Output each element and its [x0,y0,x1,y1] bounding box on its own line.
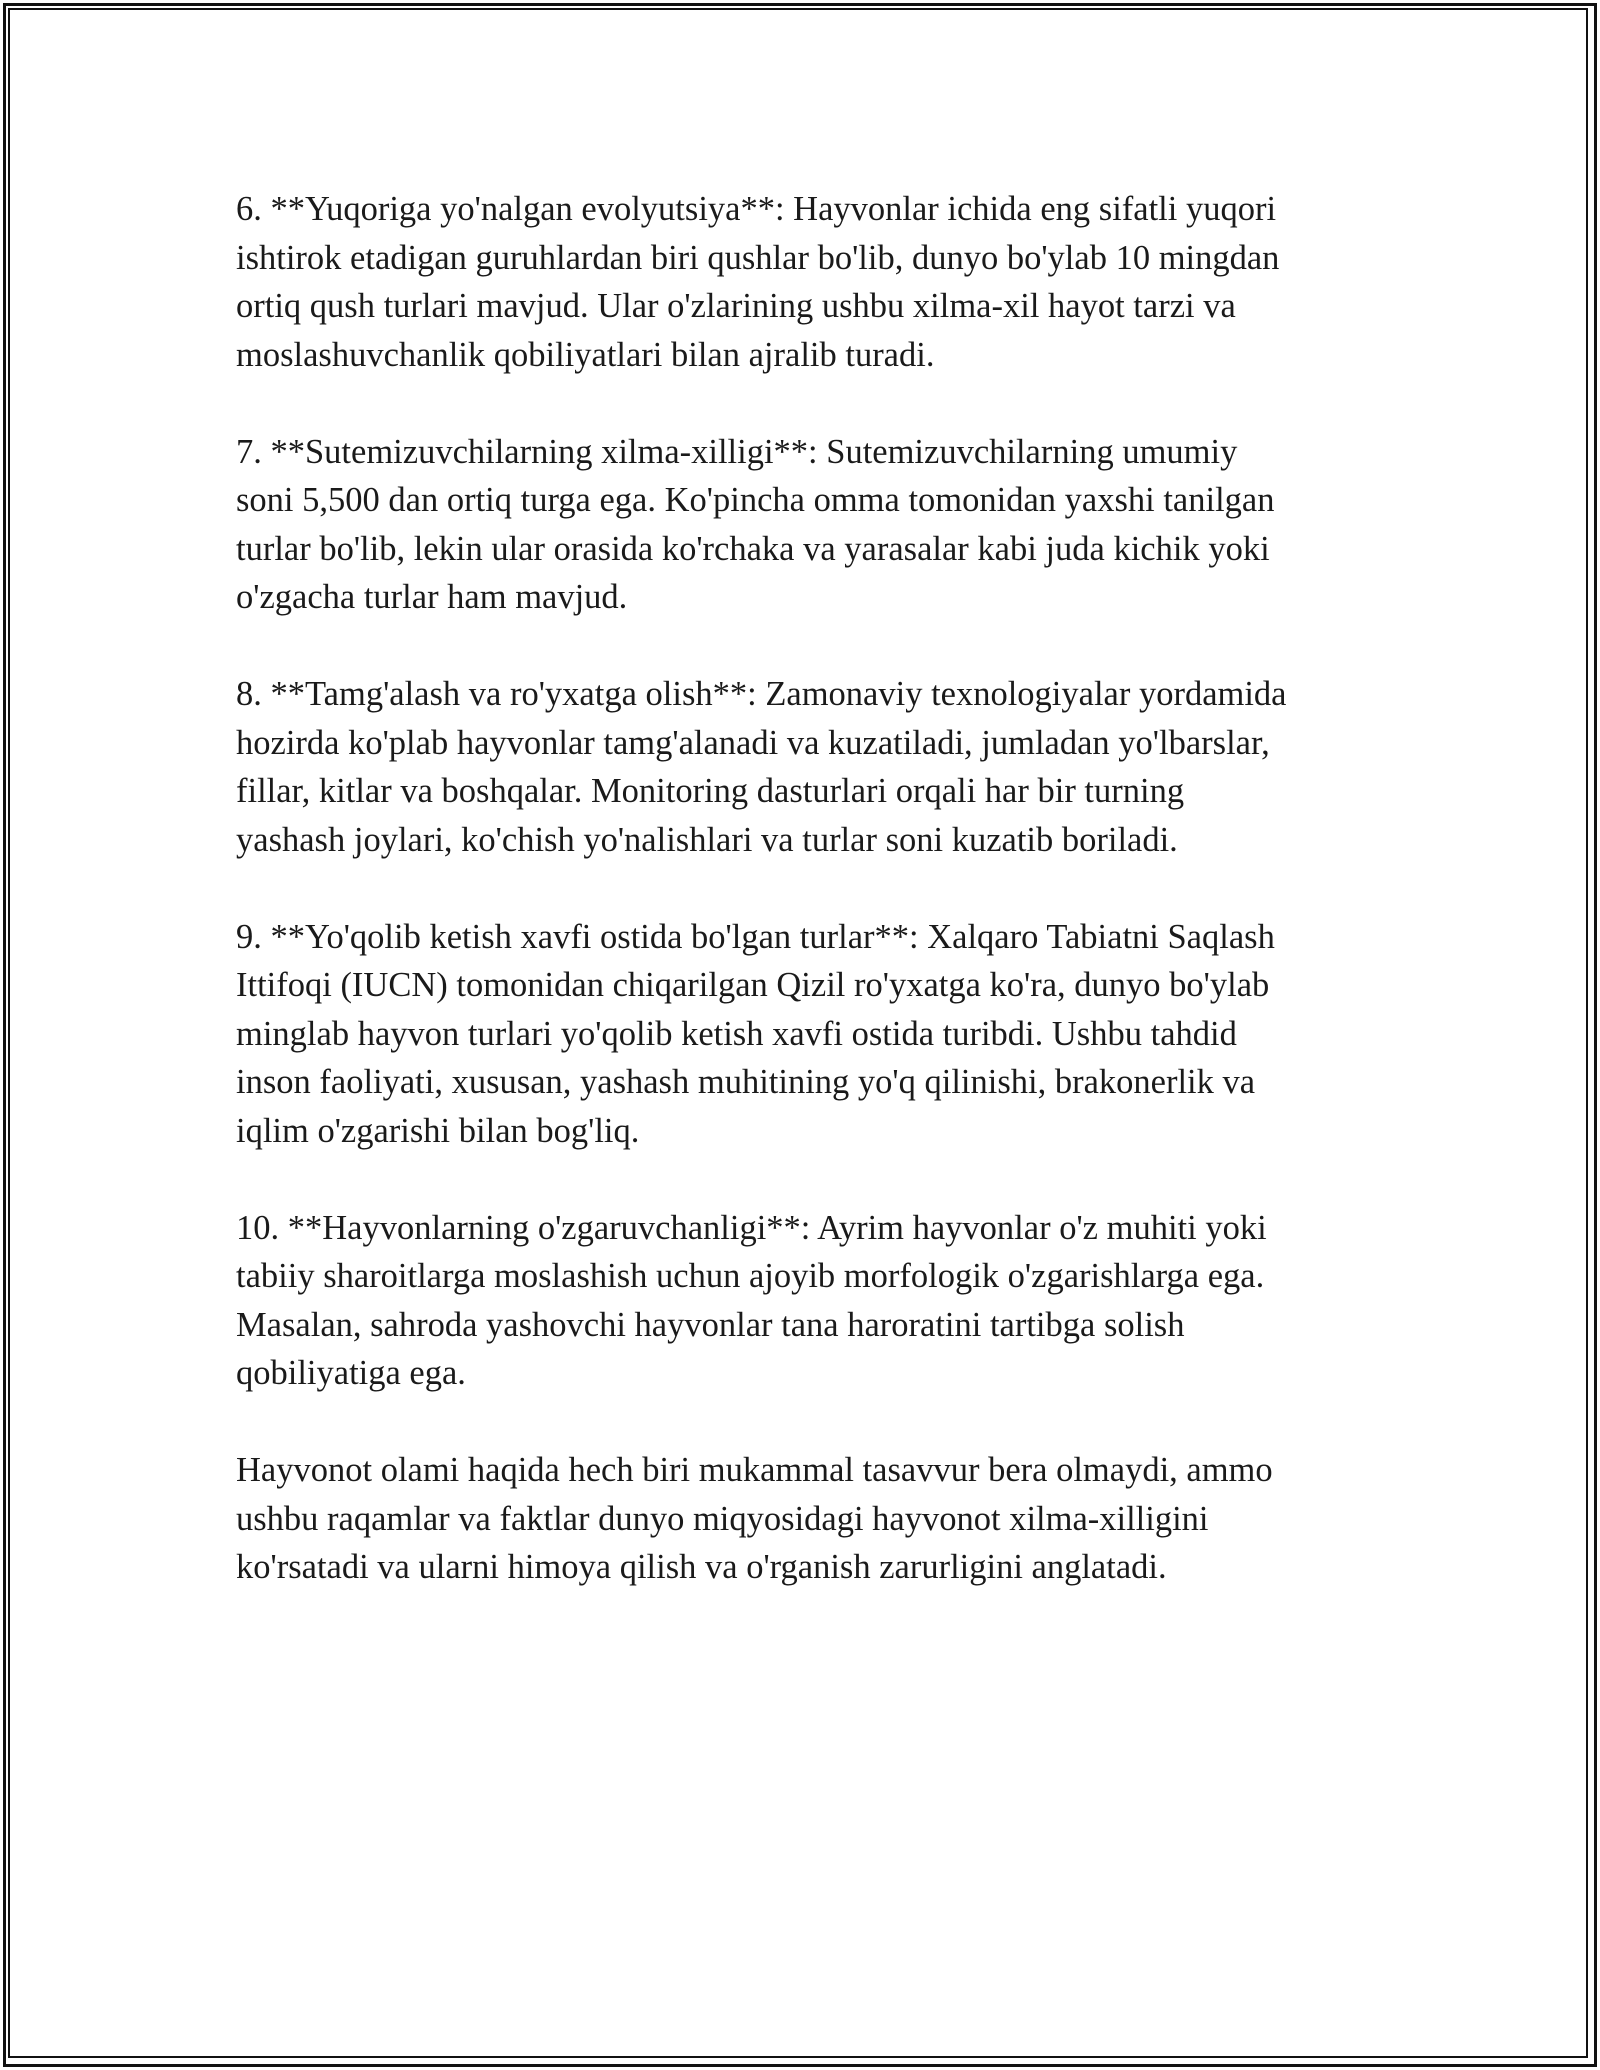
text-line: inson faoliyati, xususan, yashash muhitining yo'q qilinishi, brakonerlik va [236,1063,1256,1101]
text-line: o'zgacha turlar ham mavjud. [236,578,628,616]
text-line: 10. **Hayvonlarning o'zgaruvchanligi**: Ayrim hayvonlar o'z muhiti yoki [236,1208,1267,1247]
text-line: 7. **Sutemizuvchilarning xilma-xilligi**: Sutemizuvchilarning umumiy [236,432,1238,471]
text-line: Ittifoqi (IUCN) tomonidan chiqarilgan Qizil ro'yxatga ko'ra, dunyo bo'ylab [236,966,1270,1004]
text-line: ishtirok etadigan guruhlardan biri qushlar bo'lib, dunyo bo'ylab 10 mingdan [236,238,1280,277]
text-line: hozirda ko'plab hayvonlar tamg'alanadi va kuzatiladi, jumladan yo'lbarslar, [236,723,1270,762]
text-line: turlar bo'lib, lekin ular orasida ko'rchaka va yarasalar kabi juda kichik yoki [236,529,1270,568]
text-line: qobiliyatiga ega. [236,1354,466,1392]
paragraph-item-7 [236,428,1366,622]
text-line: 9. **Yo'qolib ketish xavfi ostida bo'lgan turlar**: Xalqaro Tabiatni Saqlash [236,917,1275,956]
text-line: fillar, kitlar va boshqalar. Monitoring dasturlari orqali har bir turning [236,772,1185,810]
paragraph-item-9 [236,913,1366,1156]
text-line: ushbu raqamlar va faktlar dunyo miqyosidagi hayvonot xilma-xilligini [236,1499,1209,1538]
text-line: ortiq qush turlari mavjud. Ular o'zlarining ushbu xilma-xil hayot tarzi va [236,287,1236,325]
text-line: soni 5,500 dan ortiq turga ega. Ko'pincha omma tomonidan yaxshi tanilgan [236,481,1275,519]
document-body [236,185,1366,1640]
text-line: Masalan, sahroda yashovchi hayvonlar tana haroratini tartibga solish [236,1305,1185,1344]
paragraph-item-8 [236,670,1366,864]
paragraph-item-6 [236,185,1366,379]
text-line: 8. **Tamg'alash va ro'yxatga olish**: Zamonaviy texnologiyalar yordamida [236,675,1287,713]
text-line: 6. **Yuqoriga yo'nalgan evolyutsiya**: Hayvonlar ichida eng sifatli yuqori [236,190,1277,228]
text-line: ko'rsatadi va ularni himoya qilish va o'rganish zarurligini anglatadi. [236,1548,1167,1586]
text-line: yashash joylari, ko'chish yo'nalishlari va turlar soni kuzatib boriladi. [236,820,1178,859]
paragraph-conclusion [236,1446,1366,1592]
text-line: Hayvonot olami haqida hech biri mukammal tasavvur bera olmaydi, ammo [236,1451,1273,1489]
paragraph-item-10 [236,1204,1366,1398]
text-line: minglab hayvon turlari yo'qolib ketish xavfi ostida turibdi. Ushbu tahdid [236,1014,1237,1053]
text-line: tabiiy sharoitlarga moslashish uchun ajoyib morfologik o'zgarishlarga ega. [236,1257,1265,1295]
text-line: iqlim o'zgarishi bilan bog'liq. [236,1111,640,1150]
text-line: moslashuvchanlik qobiliyatlari bilan ajralib turadi. [236,335,935,374]
